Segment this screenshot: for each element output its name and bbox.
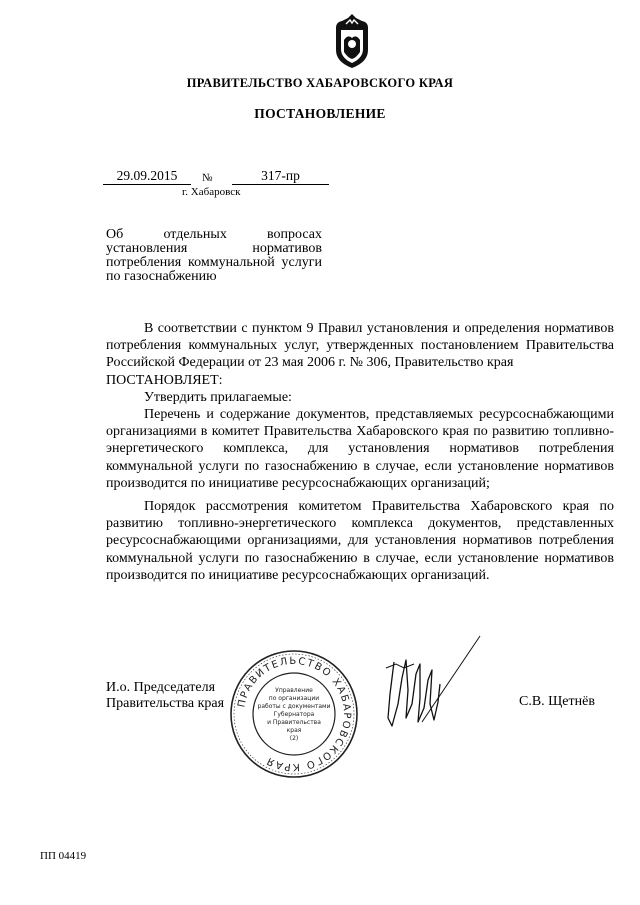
- stamp-line-6: края: [286, 727, 302, 734]
- position-line-2: Правительства края: [106, 696, 225, 711]
- document-type: ПОСТАНОВЛЕНИЕ: [254, 106, 386, 121]
- stamp-line-3: работы с документами: [257, 703, 331, 710]
- resolves-heading: ПОСТАНОВЛЯЕТ:: [106, 372, 223, 388]
- stamp-line-7: (2): [289, 735, 299, 742]
- document-date: 29.09.2015: [103, 168, 191, 185]
- government-name: ПРАВИТЕЛЬСТВО ХАБАРОВСКОГО КРАЯ: [186, 76, 454, 90]
- position-line-1: И.о. Председателя: [106, 680, 216, 695]
- handwritten-signature: [376, 634, 482, 738]
- document-number: 317-пр: [232, 168, 329, 185]
- stamp-ring-text: ПРАВИТЕЛЬСТВО ХАБАРОВСКОГО КРАЯ: [236, 655, 353, 773]
- preamble-paragraph: В соответствии с пунктом 9 Правил установления и определения нормативов потребления коммунальных услуг, утвержденных постановлением Правительства Российской Федерации от 23 мая 2006 г. № 306, Правительство края: [106, 321, 614, 371]
- signatory-position: [106, 680, 224, 712]
- signatory-name: С.В. Щетнёв: [519, 694, 595, 709]
- document-code: ПП 04419: [40, 850, 87, 862]
- number-sign: №: [202, 172, 213, 184]
- stamp-line-1: Управление: [275, 687, 313, 694]
- item-2-paragraph: Порядок рассмотрения комитетом Правительства Хабаровского края по развитию топливно-энергетического комплекса документов, представленных ресурсоснабжающими организациями, для установления нормативов потребления коммунальной услуги по газоснабжению в случае, если установление нормативов производится по инициативе ресурсоснабжающих организаций.: [106, 499, 614, 583]
- coat-of-arms-emblem: [330, 12, 374, 70]
- document-body: [106, 320, 614, 584]
- stamp-line-4: Губернатора: [273, 711, 315, 718]
- document-subject: Об отдельных вопросах установления нормативов потребления коммунальной услуги по газоснабжению: [106, 227, 322, 284]
- stamp-line-5: и Правительства: [267, 719, 321, 726]
- approve-paragraph: Утвердить прилагаемые:: [144, 389, 292, 405]
- official-stamp: [228, 648, 360, 780]
- document-city: г. Хабаровск: [182, 186, 241, 198]
- item-1-paragraph: Перечень и содержание документов, представляемых ресурсоснабжающими организациями в комитет Правительства Хабаровского края по развитию топливно-энергетического комплекса, для установления нормативов потребления коммунальной услуги по газоснабжению в случае, если установление нормативов производится по инициативе ресурсоснабжающих организаций;: [106, 407, 614, 491]
- stamp-line-2: по организации: [268, 695, 320, 702]
